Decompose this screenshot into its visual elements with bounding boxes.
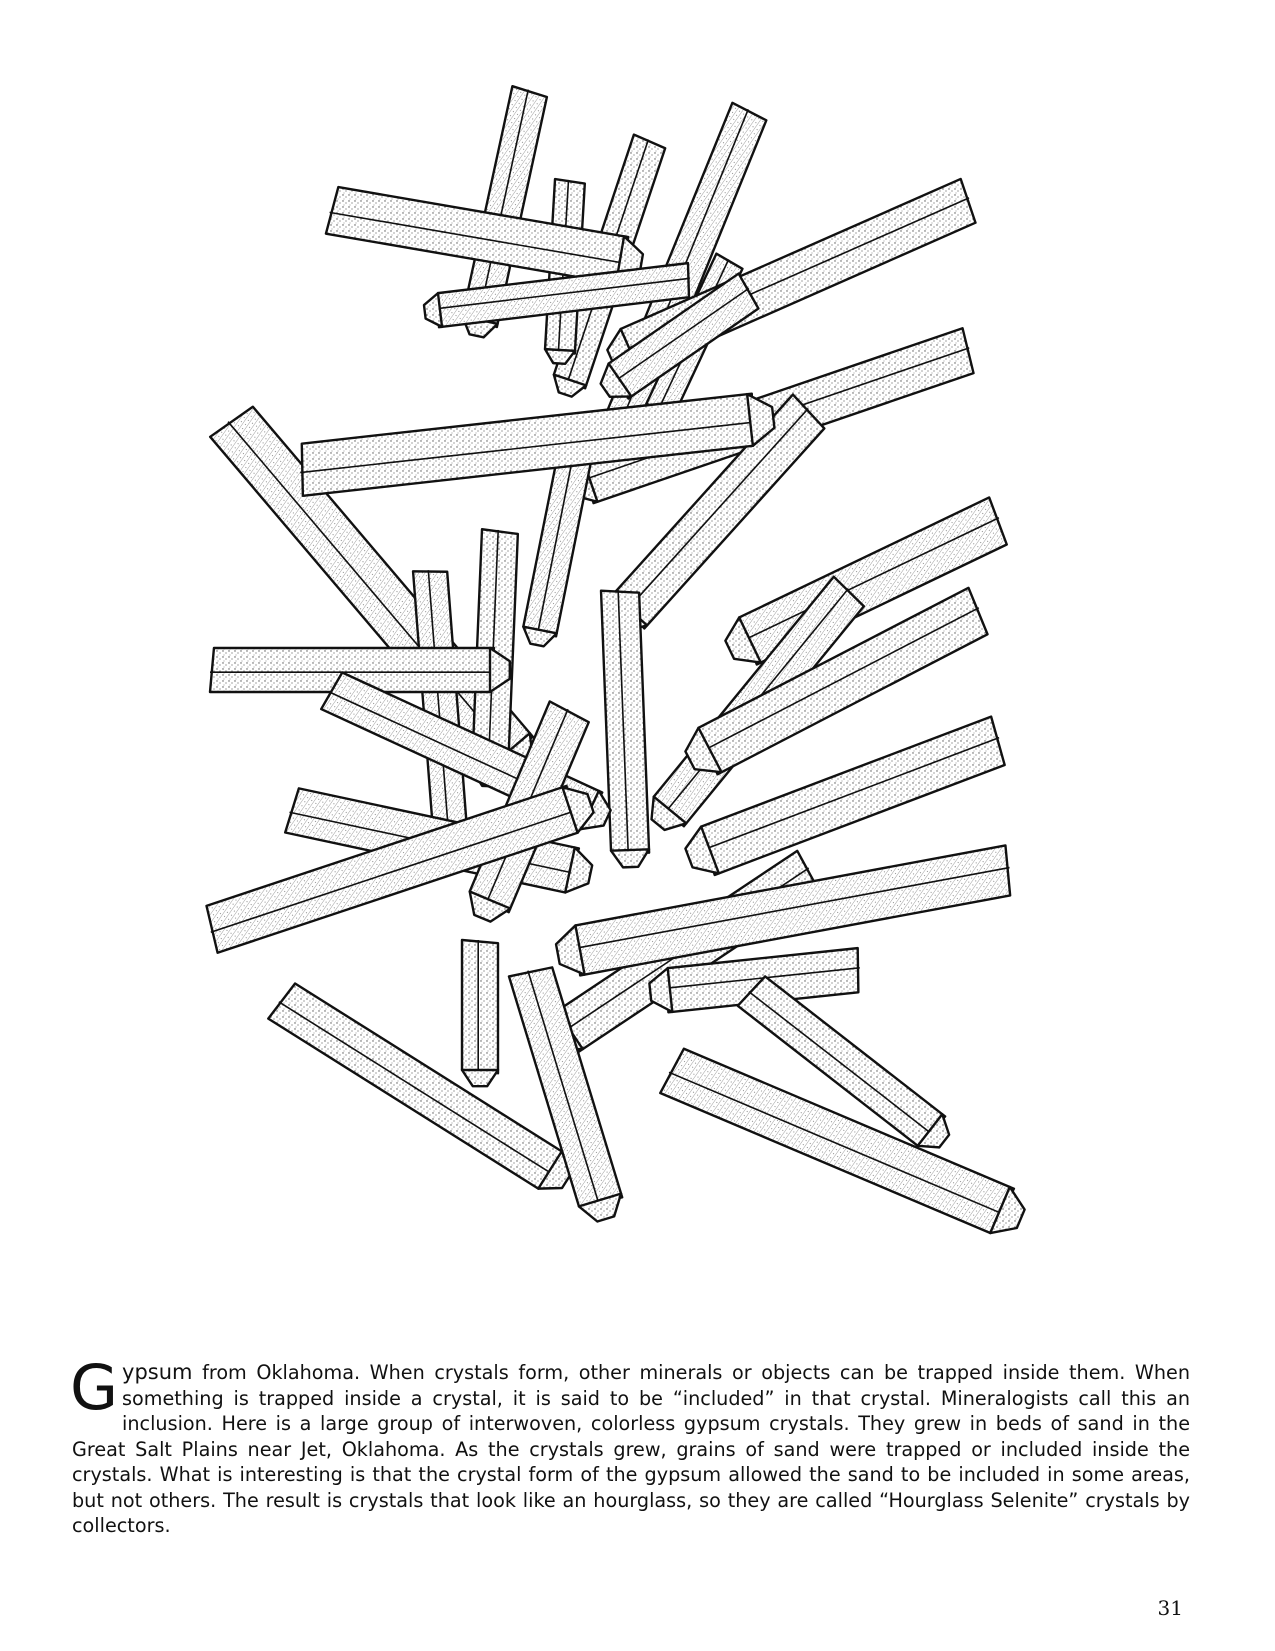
caption-paragraph xyxy=(70,1351,1190,1539)
gypsum-crystal xyxy=(462,940,498,1086)
crystal-drawing xyxy=(150,50,1125,1350)
crystal-termination xyxy=(424,293,442,327)
caption-body-text: from Oklahoma. When crystals form, other minerals or objects can be trapped inside them. When something is trapped inside a crystal, it is said to be “included” in that crystal. Mineralogists call this an inclusion. Here is a large group of interwoven, colorless gypsum crystals. They grew in beds of sand in the Great Salt Plains near Jet, Oklahoma. As the crystals grew, grains of sand were trapped or included inside the crystals. What is interesting is that the crystal form of the gypsum allowed the sand to be included in some areas, but not others. The result is crystals that look like an hourglass, so they are called “Hourglass Selenite” crystals by collectors. xyxy=(72,1361,1190,1537)
caption-lead-word: ypsum xyxy=(122,1360,193,1384)
crystal-termination xyxy=(462,1070,498,1086)
gypsum-crystal xyxy=(300,394,774,496)
page-number: 31 xyxy=(1157,1596,1183,1620)
crystal-edge xyxy=(669,1072,999,1212)
crystal-edge xyxy=(279,1002,549,1172)
crystal-face xyxy=(302,394,753,496)
crystal-termination xyxy=(611,849,649,867)
gypsum-crystal xyxy=(601,590,649,867)
crystal-face xyxy=(462,940,498,1073)
drop-cap: G xyxy=(70,1351,119,1424)
gypsum-crystal-cluster-illustration xyxy=(150,50,1125,1350)
